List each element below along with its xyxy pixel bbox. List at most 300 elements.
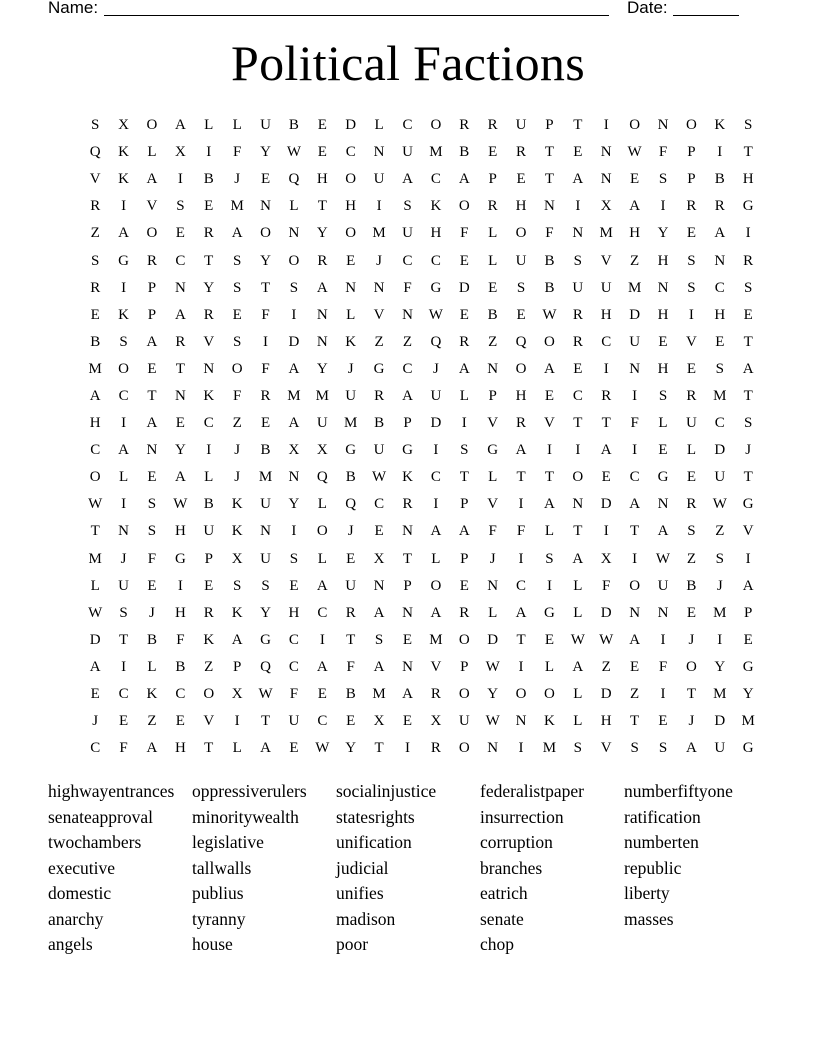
grid-letter[interactable]: J (234, 442, 241, 459)
grid-letter[interactable]: R (175, 333, 186, 350)
grid-letter[interactable]: S (687, 523, 696, 540)
grid-letter[interactable]: R (601, 387, 612, 404)
grid-letter[interactable]: F (289, 686, 299, 703)
grid-letter[interactable]: S (658, 740, 668, 757)
name-blank-line[interactable] (104, 0, 609, 16)
grid-letter[interactable]: R (402, 496, 413, 513)
grid-letter[interactable]: B (175, 658, 186, 675)
grid-letter[interactable]: A (629, 198, 641, 215)
grid-letter[interactable]: Z (686, 550, 696, 567)
grid-letter[interactable]: L (317, 550, 327, 567)
grid-letter[interactable]: I (121, 198, 127, 215)
grid-letter[interactable]: A (629, 631, 641, 648)
grid-letter[interactable]: K (118, 306, 129, 323)
grid-letter[interactable]: Q (515, 333, 527, 350)
grid-letter[interactable]: L (573, 604, 583, 621)
grid-letter[interactable]: E (346, 713, 356, 730)
grid-letter[interactable]: N (629, 604, 641, 621)
grid-letter[interactable]: P (744, 604, 753, 621)
grid-letter[interactable]: A (742, 360, 754, 377)
grid-letter[interactable]: D (629, 306, 641, 323)
grid-letter[interactable]: S (232, 577, 242, 594)
grid-letter[interactable]: T (544, 171, 555, 188)
grid-letter[interactable]: V (203, 333, 215, 350)
grid-letter[interactable]: Z (630, 252, 640, 269)
grid-letter[interactable]: A (402, 387, 413, 404)
grid-letter[interactable]: A (146, 740, 158, 757)
grid-letter[interactable]: B (487, 306, 498, 323)
grid-letter[interactable]: K (231, 604, 243, 621)
grid-letter[interactable]: E (715, 333, 725, 350)
grid-letter[interactable]: N (657, 496, 669, 513)
grid-letter[interactable]: Z (147, 713, 157, 730)
grid-letter[interactable]: A (118, 225, 129, 242)
grid-letter[interactable]: K (544, 713, 555, 730)
grid-letter[interactable]: M (372, 225, 386, 242)
grid-letter[interactable]: E (488, 144, 498, 161)
grid-letter[interactable]: T (147, 387, 157, 404)
grid-letter[interactable]: U (402, 225, 413, 242)
grid-letter[interactable]: N (714, 252, 726, 269)
grid-letter[interactable]: B (686, 577, 697, 594)
grid-letter[interactable]: Y (345, 740, 357, 757)
grid-letter[interactable]: E (544, 387, 555, 404)
grid-letter[interactable]: W (627, 144, 642, 161)
grid-letter[interactable]: O (89, 469, 101, 486)
grid-letter[interactable]: R (203, 306, 214, 323)
grid-letter[interactable]: U (288, 713, 300, 730)
grid-letter[interactable]: X (373, 550, 385, 567)
grid-letter[interactable]: H (714, 306, 726, 323)
grid-letter[interactable]: A (231, 225, 243, 242)
grid-letter[interactable]: H (515, 387, 527, 404)
grid-letter[interactable]: T (743, 387, 753, 404)
grid-letter[interactable]: J (688, 713, 695, 730)
grid-letter[interactable]: U (345, 387, 357, 404)
grid-letter[interactable]: V (373, 306, 385, 323)
grid-letter[interactable]: M (713, 387, 727, 404)
grid-letter[interactable]: I (660, 686, 666, 703)
grid-letter[interactable]: U (118, 577, 129, 594)
grid-letter[interactable]: I (206, 144, 212, 161)
grid-letter[interactable]: V (600, 740, 612, 757)
grid-letter[interactable]: S (232, 252, 242, 269)
grid-letter[interactable]: D (600, 496, 612, 513)
grid-letter[interactable]: O (458, 631, 470, 648)
grid-letter[interactable]: P (488, 387, 497, 404)
grid-letter[interactable]: L (544, 658, 555, 675)
grid-letter[interactable]: N (629, 360, 641, 377)
grid-letter[interactable]: E (119, 713, 129, 730)
grid-letter[interactable]: E (658, 333, 668, 350)
grid-letter[interactable]: Y (714, 658, 726, 675)
grid-letter[interactable]: M (741, 713, 755, 730)
grid-letter[interactable]: N (515, 713, 527, 730)
grid-letter[interactable]: P (460, 496, 469, 513)
grid-letter[interactable]: C (288, 658, 299, 675)
grid-letter[interactable]: F (602, 577, 611, 594)
grid-letter[interactable]: U (629, 333, 641, 350)
grid-letter[interactable]: A (402, 171, 413, 188)
grid-letter[interactable]: L (374, 117, 384, 134)
grid-letter[interactable]: E (204, 577, 214, 594)
grid-letter[interactable]: P (403, 577, 412, 594)
grid-letter[interactable]: H (174, 604, 186, 621)
grid-letter[interactable]: X (373, 713, 385, 730)
grid-letter[interactable]: I (632, 442, 638, 459)
grid-letter[interactable]: S (232, 279, 242, 296)
grid-letter[interactable]: I (688, 306, 694, 323)
grid-letter[interactable]: L (686, 442, 696, 459)
grid-letter[interactable]: R (203, 604, 214, 621)
grid-letter[interactable]: A (316, 577, 328, 594)
grid-letter[interactable]: N (657, 279, 669, 296)
grid-letter[interactable]: S (261, 577, 270, 594)
grid-letter[interactable]: C (430, 469, 441, 486)
grid-letter[interactable]: E (289, 577, 299, 594)
grid-letter[interactable]: Z (374, 333, 384, 350)
grid-letter[interactable]: L (573, 686, 583, 703)
grid-letter[interactable]: I (234, 713, 240, 730)
grid-letter[interactable]: E (573, 360, 583, 377)
grid-letter[interactable]: I (319, 631, 325, 648)
grid-letter[interactable]: I (660, 631, 666, 648)
grid-letter[interactable]: B (203, 171, 214, 188)
grid-letter[interactable]: O (316, 523, 328, 540)
grid-letter[interactable]: N (316, 306, 328, 323)
grid-letter[interactable]: E (147, 577, 157, 594)
grid-letter[interactable]: A (430, 604, 442, 621)
grid-letter[interactable]: S (289, 279, 299, 296)
grid-letter[interactable]: T (573, 523, 583, 540)
grid-letter[interactable]: J (120, 550, 127, 567)
grid-letter[interactable]: B (544, 279, 555, 296)
grid-letter[interactable]: C (430, 171, 441, 188)
grid-letter[interactable]: N (260, 523, 271, 540)
grid-letter[interactable]: F (403, 279, 412, 296)
grid-letter[interactable]: E (658, 442, 668, 459)
grid-letter[interactable]: N (600, 171, 612, 188)
grid-letter[interactable]: L (204, 117, 214, 134)
grid-letter[interactable]: S (658, 171, 668, 188)
grid-letter[interactable]: J (716, 577, 723, 594)
grid-letter[interactable]: L (459, 387, 469, 404)
grid-letter[interactable]: E (402, 631, 413, 648)
grid-letter[interactable]: Y (657, 225, 669, 242)
grid-letter[interactable]: S (232, 333, 242, 350)
grid-letter[interactable]: D (714, 713, 726, 730)
grid-letter[interactable]: P (460, 550, 469, 567)
grid-letter[interactable]: U (373, 171, 385, 188)
grid-letter[interactable]: E (544, 631, 555, 648)
grid-letter[interactable]: A (430, 523, 442, 540)
grid-letter[interactable]: M (344, 415, 358, 432)
grid-letter[interactable]: P (488, 171, 497, 188)
grid-letter[interactable]: T (260, 279, 271, 296)
grid-letter[interactable]: X (288, 442, 300, 459)
grid-letter[interactable]: U (260, 117, 271, 134)
grid-letter[interactable]: A (600, 442, 612, 459)
grid-letter[interactable]: R (203, 225, 214, 242)
grid-letter[interactable]: L (573, 713, 583, 730)
grid-letter[interactable]: H (430, 225, 442, 242)
grid-letter[interactable]: G (373, 360, 385, 377)
grid-letter[interactable]: A (316, 658, 328, 675)
grid-letter[interactable]: T (204, 740, 214, 757)
grid-letter[interactable]: X (316, 442, 328, 459)
grid-letter[interactable]: V (487, 496, 499, 513)
grid-letter[interactable]: B (374, 415, 385, 432)
grid-letter[interactable]: U (345, 577, 357, 594)
grid-letter[interactable]: I (404, 740, 410, 757)
grid-letter[interactable]: D (430, 415, 442, 432)
grid-letter[interactable]: M (599, 225, 613, 242)
grid-letter[interactable]: A (260, 740, 271, 757)
grid-letter[interactable]: W (712, 496, 727, 513)
grid-letter[interactable]: C (317, 713, 328, 730)
grid-letter[interactable]: J (489, 550, 496, 567)
grid-letter[interactable]: S (119, 604, 128, 621)
grid-letter[interactable]: Q (316, 469, 328, 486)
grid-letter[interactable]: E (175, 713, 185, 730)
grid-letter[interactable]: E (90, 306, 100, 323)
grid-letter[interactable]: S (147, 523, 157, 540)
grid-letter[interactable]: G (345, 442, 357, 459)
grid-letter[interactable]: B (459, 144, 470, 161)
grid-letter[interactable]: U (600, 279, 612, 296)
grid-letter[interactable]: J (234, 469, 241, 486)
grid-letter[interactable]: H (629, 225, 641, 242)
grid-letter[interactable]: U (515, 117, 527, 134)
grid-letter[interactable]: A (572, 171, 584, 188)
grid-letter[interactable]: Y (260, 604, 271, 621)
grid-letter[interactable]: T (743, 144, 753, 161)
grid-letter[interactable]: I (546, 442, 552, 459)
grid-letter[interactable]: D (458, 279, 470, 296)
grid-letter[interactable]: K (231, 523, 243, 540)
grid-letter[interactable]: X (600, 550, 612, 567)
grid-letter[interactable]: T (119, 631, 129, 648)
grid-letter[interactable]: I (177, 577, 183, 594)
grid-letter[interactable]: S (374, 631, 384, 648)
grid-letter[interactable]: A (174, 117, 186, 134)
grid-letter[interactable]: A (544, 496, 555, 513)
grid-letter[interactable]: S (630, 740, 639, 757)
grid-letter[interactable]: I (603, 117, 609, 134)
grid-letter[interactable]: R (686, 198, 697, 215)
grid-letter[interactable]: A (146, 415, 158, 432)
grid-letter[interactable]: T (175, 360, 185, 377)
grid-letter[interactable]: R (743, 252, 754, 269)
grid-letter[interactable]: H (174, 523, 186, 540)
grid-letter[interactable]: Z (488, 333, 498, 350)
grid-letter[interactable]: V (487, 415, 499, 432)
grid-letter[interactable]: M (713, 686, 727, 703)
grid-letter[interactable]: E (317, 117, 327, 134)
grid-letter[interactable]: B (714, 171, 725, 188)
grid-letter[interactable]: V (600, 252, 612, 269)
grid-letter[interactable]: F (232, 387, 242, 404)
grid-letter[interactable]: O (118, 360, 129, 377)
grid-letter[interactable]: A (89, 658, 101, 675)
grid-letter[interactable]: Y (174, 442, 186, 459)
grid-letter[interactable]: A (402, 686, 413, 703)
grid-letter[interactable]: V (742, 523, 754, 540)
grid-letter[interactable]: C (118, 686, 129, 703)
grid-letter[interactable]: G (657, 469, 669, 486)
grid-letter[interactable]: V (146, 198, 158, 215)
grid-letter[interactable]: E (147, 360, 157, 377)
grid-letter[interactable]: H (657, 360, 669, 377)
grid-letter[interactable]: Z (630, 686, 640, 703)
grid-letter[interactable]: O (231, 360, 243, 377)
grid-letter[interactable]: I (632, 387, 638, 404)
grid-letter[interactable]: E (516, 171, 526, 188)
grid-letter[interactable]: C (572, 387, 583, 404)
grid-letter[interactable]: R (374, 387, 385, 404)
grid-letter[interactable]: H (742, 171, 754, 188)
grid-letter[interactable]: C (175, 252, 186, 269)
grid-letter[interactable]: H (515, 198, 527, 215)
grid-letter[interactable]: H (600, 713, 612, 730)
grid-letter[interactable]: I (433, 496, 439, 513)
grid-letter[interactable]: A (288, 415, 300, 432)
grid-letter[interactable]: W (485, 658, 500, 675)
grid-letter[interactable]: B (544, 252, 555, 269)
grid-letter[interactable]: O (515, 360, 527, 377)
grid-letter[interactable]: T (204, 252, 214, 269)
grid-letter[interactable]: O (146, 117, 158, 134)
grid-letter[interactable]: I (603, 360, 609, 377)
grid-letter[interactable]: K (345, 333, 357, 350)
grid-letter[interactable]: W (88, 496, 103, 513)
grid-letter[interactable]: S (715, 360, 724, 377)
grid-letter[interactable]: I (546, 577, 552, 594)
grid-letter[interactable]: I (632, 550, 638, 567)
grid-letter[interactable]: R (516, 415, 527, 432)
grid-letter[interactable]: S (403, 198, 412, 215)
grid-letter[interactable]: I (717, 631, 723, 648)
grid-letter[interactable]: L (488, 252, 498, 269)
grid-letter[interactable]: H (657, 252, 669, 269)
grid-letter[interactable]: F (119, 740, 128, 757)
grid-letter[interactable]: E (232, 306, 242, 323)
grid-letter[interactable]: V (544, 415, 555, 432)
grid-letter[interactable]: R (459, 604, 470, 621)
grid-letter[interactable]: P (460, 658, 469, 675)
grid-letter[interactable]: N (118, 523, 129, 540)
grid-letter[interactable]: A (174, 469, 186, 486)
grid-letter[interactable]: B (345, 686, 356, 703)
grid-letter[interactable]: R (317, 252, 328, 269)
grid-letter[interactable]: D (345, 117, 357, 134)
grid-letter[interactable]: J (376, 252, 383, 269)
grid-letter[interactable]: A (146, 171, 158, 188)
grid-letter[interactable]: E (346, 252, 356, 269)
grid-letter[interactable]: Z (90, 225, 100, 242)
grid-letter[interactable]: I (660, 198, 666, 215)
grid-letter[interactable]: E (573, 144, 583, 161)
grid-letter[interactable]: Y (316, 225, 328, 242)
grid-letter[interactable]: L (289, 198, 299, 215)
grid-letter[interactable]: M (429, 144, 443, 161)
grid-letter[interactable]: N (487, 360, 499, 377)
grid-letter[interactable]: E (374, 523, 384, 540)
grid-letter[interactable]: R (487, 198, 498, 215)
grid-letter[interactable]: A (89, 387, 101, 404)
grid-letter[interactable]: T (516, 469, 526, 486)
grid-letter[interactable]: W (173, 496, 188, 513)
grid-letter[interactable]: N (316, 333, 328, 350)
grid-letter[interactable]: S (715, 550, 724, 567)
grid-letter[interactable]: G (402, 442, 413, 459)
grid-letter[interactable]: U (657, 577, 669, 594)
grid-letter[interactable]: L (573, 577, 583, 594)
grid-letter[interactable]: A (231, 631, 243, 648)
grid-letter[interactable]: U (402, 144, 413, 161)
grid-letter[interactable]: L (317, 496, 327, 513)
grid-letter[interactable]: A (629, 496, 641, 513)
grid-letter[interactable]: H (657, 306, 669, 323)
grid-letter[interactable]: D (487, 631, 499, 648)
grid-letter[interactable]: B (345, 469, 356, 486)
grid-letter[interactable]: N (373, 144, 385, 161)
grid-letter[interactable]: M (258, 469, 273, 486)
grid-letter[interactable]: O (458, 740, 470, 757)
grid-letter[interactable]: S (573, 740, 582, 757)
grid-letter[interactable]: E (346, 550, 356, 567)
grid-letter[interactable]: N (174, 387, 186, 404)
grid-letter[interactable]: I (575, 442, 581, 459)
grid-letter[interactable]: N (657, 604, 669, 621)
grid-letter[interactable]: A (174, 306, 186, 323)
grid-letter[interactable]: U (685, 415, 697, 432)
grid-letter[interactable]: E (402, 713, 413, 730)
grid-letter[interactable]: L (204, 469, 214, 486)
grid-letter[interactable]: I (121, 415, 127, 432)
grid-letter[interactable]: R (714, 198, 725, 215)
grid-letter[interactable]: O (515, 225, 527, 242)
grid-letter[interactable]: Z (204, 658, 214, 675)
grid-letter[interactable]: N (373, 279, 385, 296)
grid-letter[interactable]: M (372, 686, 386, 703)
grid-letter[interactable]: E (630, 171, 640, 188)
grid-letter[interactable]: S (744, 415, 753, 432)
grid-letter[interactable]: Q (345, 496, 357, 513)
grid-letter[interactable]: S (91, 252, 100, 269)
grid-letter[interactable]: T (743, 333, 753, 350)
grid-letter[interactable]: C (402, 252, 413, 269)
grid-letter[interactable]: P (687, 144, 696, 161)
grid-letter[interactable]: P (147, 306, 157, 323)
grid-letter[interactable]: O (544, 686, 555, 703)
grid-letter[interactable]: B (203, 496, 214, 513)
grid-letter[interactable]: N (288, 469, 300, 486)
grid-letter[interactable]: T (743, 469, 753, 486)
grid-letter[interactable]: I (121, 658, 127, 675)
grid-letter[interactable]: M (315, 387, 329, 404)
grid-letter[interactable]: S (687, 279, 696, 296)
grid-letter[interactable]: N (572, 496, 584, 513)
grid-letter[interactable]: T (544, 469, 555, 486)
grid-letter[interactable]: G (430, 279, 442, 296)
grid-letter[interactable]: L (658, 415, 668, 432)
grid-letter[interactable]: E (317, 144, 327, 161)
grid-letter[interactable]: N (402, 658, 413, 675)
grid-letter[interactable]: A (458, 360, 470, 377)
grid-letter[interactable]: W (599, 631, 614, 648)
grid-letter[interactable]: I (177, 171, 183, 188)
